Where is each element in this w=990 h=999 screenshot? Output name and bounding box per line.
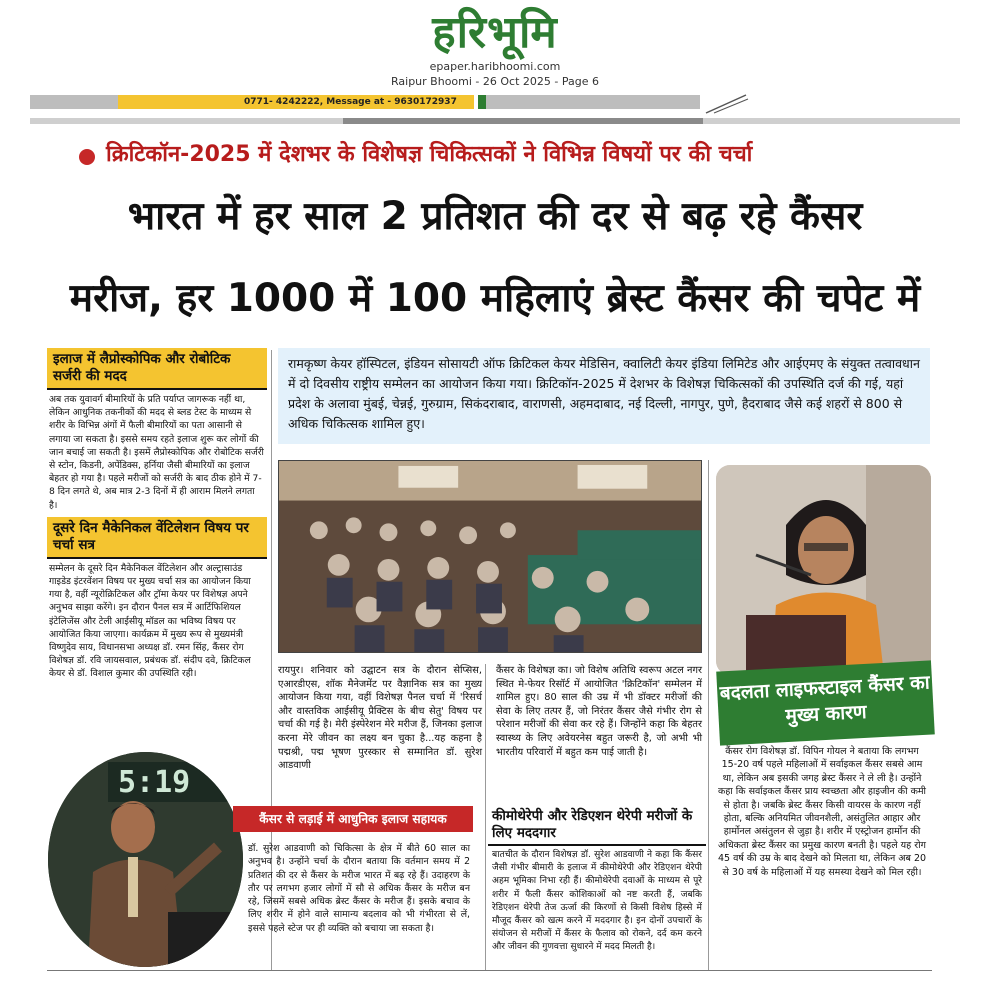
contact-line: 0771- 4242222, Message at - 9630172937 <box>244 97 457 107</box>
lifestyle-body: कैंसर रोग विशेषज्ञ डॉ. विपिन गोयल ने बताया कि लगभग 15-20 वर्ष पहले महिलाओं में सर्वाइकल कैंसर सबसे आम था, लेकिन अब इसकी जगह ब्रेस्ट कैंसर ने ले ली है। उन्होंने कहा कि सर्वाइकल कैंसर प्राय स्वच्छता और हाइजीन की कमी से होता है। जबकि ब्रेस्ट कैंसर किसी वायरस के कारण नहीं होता, बल्कि अनियमित जीवनशैली, असंतुलित आहार और हार्मोनल असंतुलन से जुड़ा है। शरीर में एस्ट्रोजन हार्मोन की अधिकता ब्रेस्ट कैंसर का प्रमुख कारण बनती है। पहले यह रोग 45 वर्ष की उम्र के बाद देखने को मिलता था, लेकिन अब 20 से 30 वर्ष के महिलाओं में यह समस्या देखने को मिल रही। <box>717 746 927 878</box>
bullet-icon <box>79 149 95 165</box>
chemo-box <box>488 806 706 958</box>
headline-line-2: मरीज, हर 1000 में 100 महिलाएं ब्रेस्ट कैंसर की चपेट में <box>69 276 921 321</box>
chemo-heading: कीमोथेरेपी और रेडिएशन थेरेपी मरीजों के लिए मददगार <box>488 806 706 846</box>
lifestyle-banner: बदलता लाइफस्टाइल कैंसर का मुख्य कारण <box>716 660 935 745</box>
column-divider <box>708 460 709 970</box>
conference-photo <box>278 460 702 653</box>
headline-line-1: भारत में हर साल 2 प्रतिशत की दर से बढ़ रहे कैंसर <box>127 194 863 239</box>
lead-paragraph: रामकृष्ण केयर हॉस्पिटल, इंडियन सोसायटी ऑफ क्रिटिकल केयर मेडिसिन, क्वालिटी केयर इंडिया लिमिटेड और आईएमए के संयुक्त तत्वावधान में दो दिवसीय राष्ट्रीय सम्मेलन का आयोजन किया गया। क्रिटिकॉन-2025 में देशभर के विशेषज्ञ चिकित्सकों की उपस्थिति दर्ज की गई, यहां प्रदेश के अलावा मुंबई, चेन्नई, गुरुग्राम, सिकंदराबाद, वाराणसी, अहमदाबाद, नई दिल्ली, नागपुर, पुणे, हैदराबाद जैसे कई शहरों से 800 से अधिक चिकित्सक शामिल हुए। <box>278 348 930 444</box>
section-body: सम्मेलन के दूसरे दिन मैकेनिकल वेंटिलेशन और अल्ट्रासाउंड गाइडेड इंटरवेंशन विषय पर मुख्य चर्चा सत्र का आयोजन किया गया है, वहीं न्यूरोक्रिटिकल और ट्रॉमा केयर पर विशेषज्ञ अपने अनुभव साझा करेंगे। इन दौरान पैनल सत्र में आर्टिफिशियल इंटेलिजेंस और टेली आईसीयू मॉडल का भविष्य विषय पर आयोजित किया जाएगा। कार्यक्रम में मुख्य रूप से मुख्यमंत्री विष्णुदेव साय, विधानसभा अध्यक्ष डॉ. रमन सिंह, कैंसर रोग विशेषज्ञ डॉ. रवि जायसवाल, प्रबंधक डॉ. संदीप दवे, क्रिटिकल केयर से डॉ. विशाल कुमार की उपस्थिति रही। <box>49 562 251 680</box>
logo-text: हरिभूमि <box>432 7 558 58</box>
newspaper-logo <box>375 8 615 58</box>
story-column-2: कैंसर के विशेषज्ञ का। जो विशेष अतिथि स्वरूप अटल नगर स्थित मे-फेयर रिसॉर्ट में आयोजित 'क्रिटिकॉन' सम्मेलन में शामिल हुए। 80 साल की उम्र में भी डॉक्टर मरीजों की सेवा के लिए तत्पर हैं, जो निरंतर कैंसर जैसे गंभीर रोग से परेशान मरीजों की सेवा कर रहे हैं। जिन्होंने कहा कि बेहतर स्वास्थ्य के लिए अवेयरनेस बहुत जरूरी है, जो अभी भी भारतीय परिवारों में बहुत कम पाई जाती है। <box>496 665 702 758</box>
epaper-url[interactable]: epaper.haribhoomi.com <box>429 60 561 73</box>
section-heading: इलाज में लैप्रोस्कोपिक और रोबोटिक सर्जरी की मदद <box>47 348 267 390</box>
story-column-1: रायपुर। शनिवार को उद्घाटन सत्र के दौरान सेप्सिस, एआरडीएस, शॉक मैनेजमेंट पर वैज्ञानिक सत्र का मुख्य आयोजन किया गया, वहीं विशेषज्ञ पैनल चर्चा में 'रिसर्च और वास्तविक आईसीयू प्रैक्टिस के बीच सेतु' विषय पर चर्चा की गई है। मेरी इंस्पेरेशन मेरे मरीज हैं, जिनका इलाज करना मेरे जीवन का लक्ष्य बन चुका है...यह कहना है पद्मश्री, पद्म भूषण पुरस्कार से सम्मानित डॉ. सुरेश आडवाणी <box>278 665 482 772</box>
modern-treatment-body: डॉ. सुरेश आडवाणी को चिकित्सा के क्षेत्र में बीते 60 साल का अनुभव है। उन्होंने चर्चा के दौरान बताया कि वर्तमान समय में 2 प्रतिशत की दर से कैंसर के मरीज भारत में बढ़ रहे हैं। उदाहरण के तौर पर लगभग हजार लोगों में सौ से अधिक कैंसर के मरीज बन रहे, जिसमें सबसे अधिक ब्रेस्ट कैंसर के मरीज हैं। इसके बचाव के लिए शरीर में होने वाले सामान्य बदलाव को भी गंभीरता से लें, इससे पहले स्टेज पर ही व्यक्ति को बचाया जा सकता है। <box>248 843 470 934</box>
footer-strip <box>0 975 990 999</box>
chemo-body: बातचीत के दौरान विशेषज्ञ डॉ. सुरेश आडवाणी ने कहा कि कैंसर जैसी गंभीर बीमारी के इलाज में कीमोथेरेपी और रेडिएशन थेरेपी अहम भूमिका निभा रही हैं। कीमोथेरेपी दवाओं के माध्यम से पूरे शरीर में फैली कैंसर कोशिकाओं को नष्ट करती हैं, जबकि रेडिएशन थेरेपी तेज ऊर्जा की किरणों से किसी विशेष हिस्से में मौजूद कैंसर को खत्म करने में मददगार है। इन दोनों उपचारों के संयोजन से मरीजों में कैंसर के फैलाव को रोकने, दर्द कम करने और जीवन की गुणवत्ता सुधारने में मदद मिलती है। <box>492 850 702 953</box>
masthead-strip-green <box>478 95 486 109</box>
section-body: अब तक युवावर्ग बीमारियों के प्रति पर्याप्त जागरूक नहीं था, लेकिन आधुनिक तकनीकों की मदद से ब्लड टेस्ट के माध्यम से शरीर के विभिन्न अंगों में फैली बीमारियों का पता आसानी से लगाया जा सकता है। इससे समय रहते इलाज शुरू कर लोगों की जान बचाई जा सकती है। इसमें लैप्रोस्कोपिक और रोबोटिक सर्जरी से स्टोन, किडनी, अपेंडिक्स, हर्निया जैसी बीमारियों का इलाज बेहतर हो गया है। पहले मरीजों को सर्जरी के बाद ठीक होने में 7-8 दिन लगते थे, अब मात्र 2-3 दिनों में ही आराम मिलने लगता है। <box>49 394 264 511</box>
clock-text: 5:19 <box>118 765 191 800</box>
section-heading: दूसरे दिन मैकेनिकल वेंटिलेशन विषय पर चर्चा सत्र <box>47 517 267 559</box>
bottom-rule <box>47 970 932 971</box>
speaker-photo <box>716 465 931 675</box>
modern-treatment-banner: कैंसर से लड़ाई में आधुनिक इलाज सहायक <box>233 806 473 832</box>
pen-icon <box>704 93 750 115</box>
masthead-strip-left <box>30 95 118 109</box>
masthead-strip-right <box>486 95 700 109</box>
top-rule-dark <box>343 118 703 124</box>
left-column <box>47 348 267 684</box>
edition-line: Raipur Bhoomi - 26 Oct 2025 - Page 6 <box>391 75 599 88</box>
doctor-photo <box>48 752 243 967</box>
column-divider <box>485 664 486 970</box>
kicker: क्रिटिकॉन-2025 में देशभर के विशेषज्ञ चिकित्सकों ने विभिन्न विषयों पर की चर्चा <box>106 142 753 167</box>
